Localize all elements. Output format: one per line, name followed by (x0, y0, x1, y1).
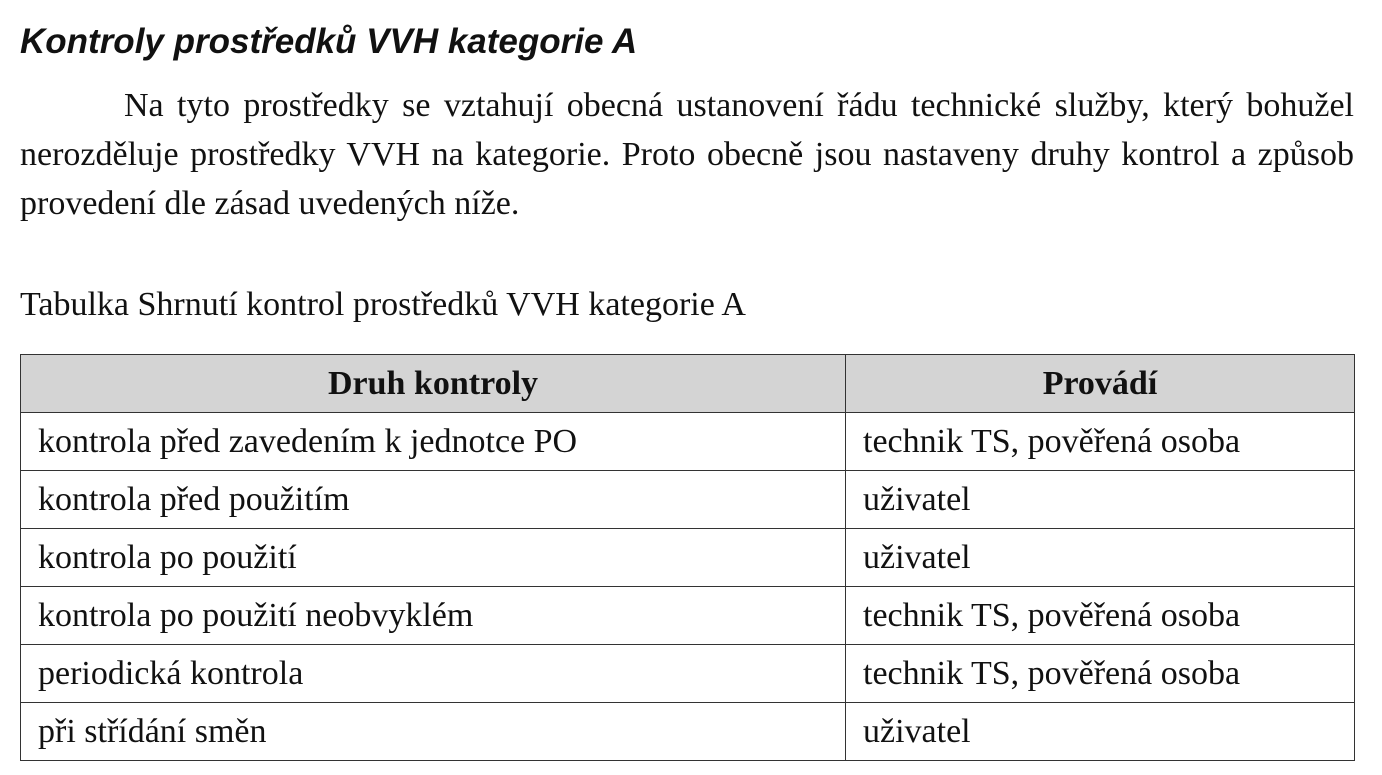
column-header-provadi: Provádí (846, 355, 1355, 413)
cell-provadi: technik TS, pověřená osoba (846, 413, 1355, 471)
table-row (21, 471, 1355, 529)
table-row (21, 587, 1355, 645)
cell-druh-kontroly: kontrola po použití neobvyklém (21, 587, 846, 645)
intro-paragraph: Na tyto prostředky se vztahují obecná ustanovení řádu technické služby, který bohužel nerozděluje prostředky VVH na kategorie. Proto obecně jsou nastaveny druhy kontrol a způsob provedení dle zásad uvedených níže. (20, 87, 1354, 222)
cell-provadi: uživatel (846, 703, 1355, 761)
cell-druh-kontroly: periodická kontrola (21, 645, 846, 703)
cell-druh-kontroly: kontrola před použitím (21, 471, 846, 529)
table-row (21, 413, 1355, 471)
table-row (21, 645, 1355, 703)
cell-provadi: technik TS, pověřená osoba (846, 645, 1355, 703)
cell-provadi: uživatel (846, 529, 1355, 587)
cell-provadi: technik TS, pověřená osoba (846, 587, 1355, 645)
section-heading: Kontroly prostředků VVH kategorie A (20, 22, 638, 61)
cell-provadi: uživatel (846, 471, 1355, 529)
table-caption: Tabulka Shrnutí kontrol prostředků VVH kategorie A (20, 286, 746, 323)
cell-druh-kontroly: kontrola po použití (21, 529, 846, 587)
table-row (21, 703, 1355, 761)
table-row (21, 529, 1355, 587)
cell-druh-kontroly: kontrola před zavedením k jednotce PO (21, 413, 846, 471)
cell-druh-kontroly: při střídání směn (21, 703, 846, 761)
table-header-row (21, 355, 1355, 413)
controls-summary-table (20, 354, 1355, 761)
column-header-druh-kontroly: Druh kontroly (21, 355, 846, 413)
